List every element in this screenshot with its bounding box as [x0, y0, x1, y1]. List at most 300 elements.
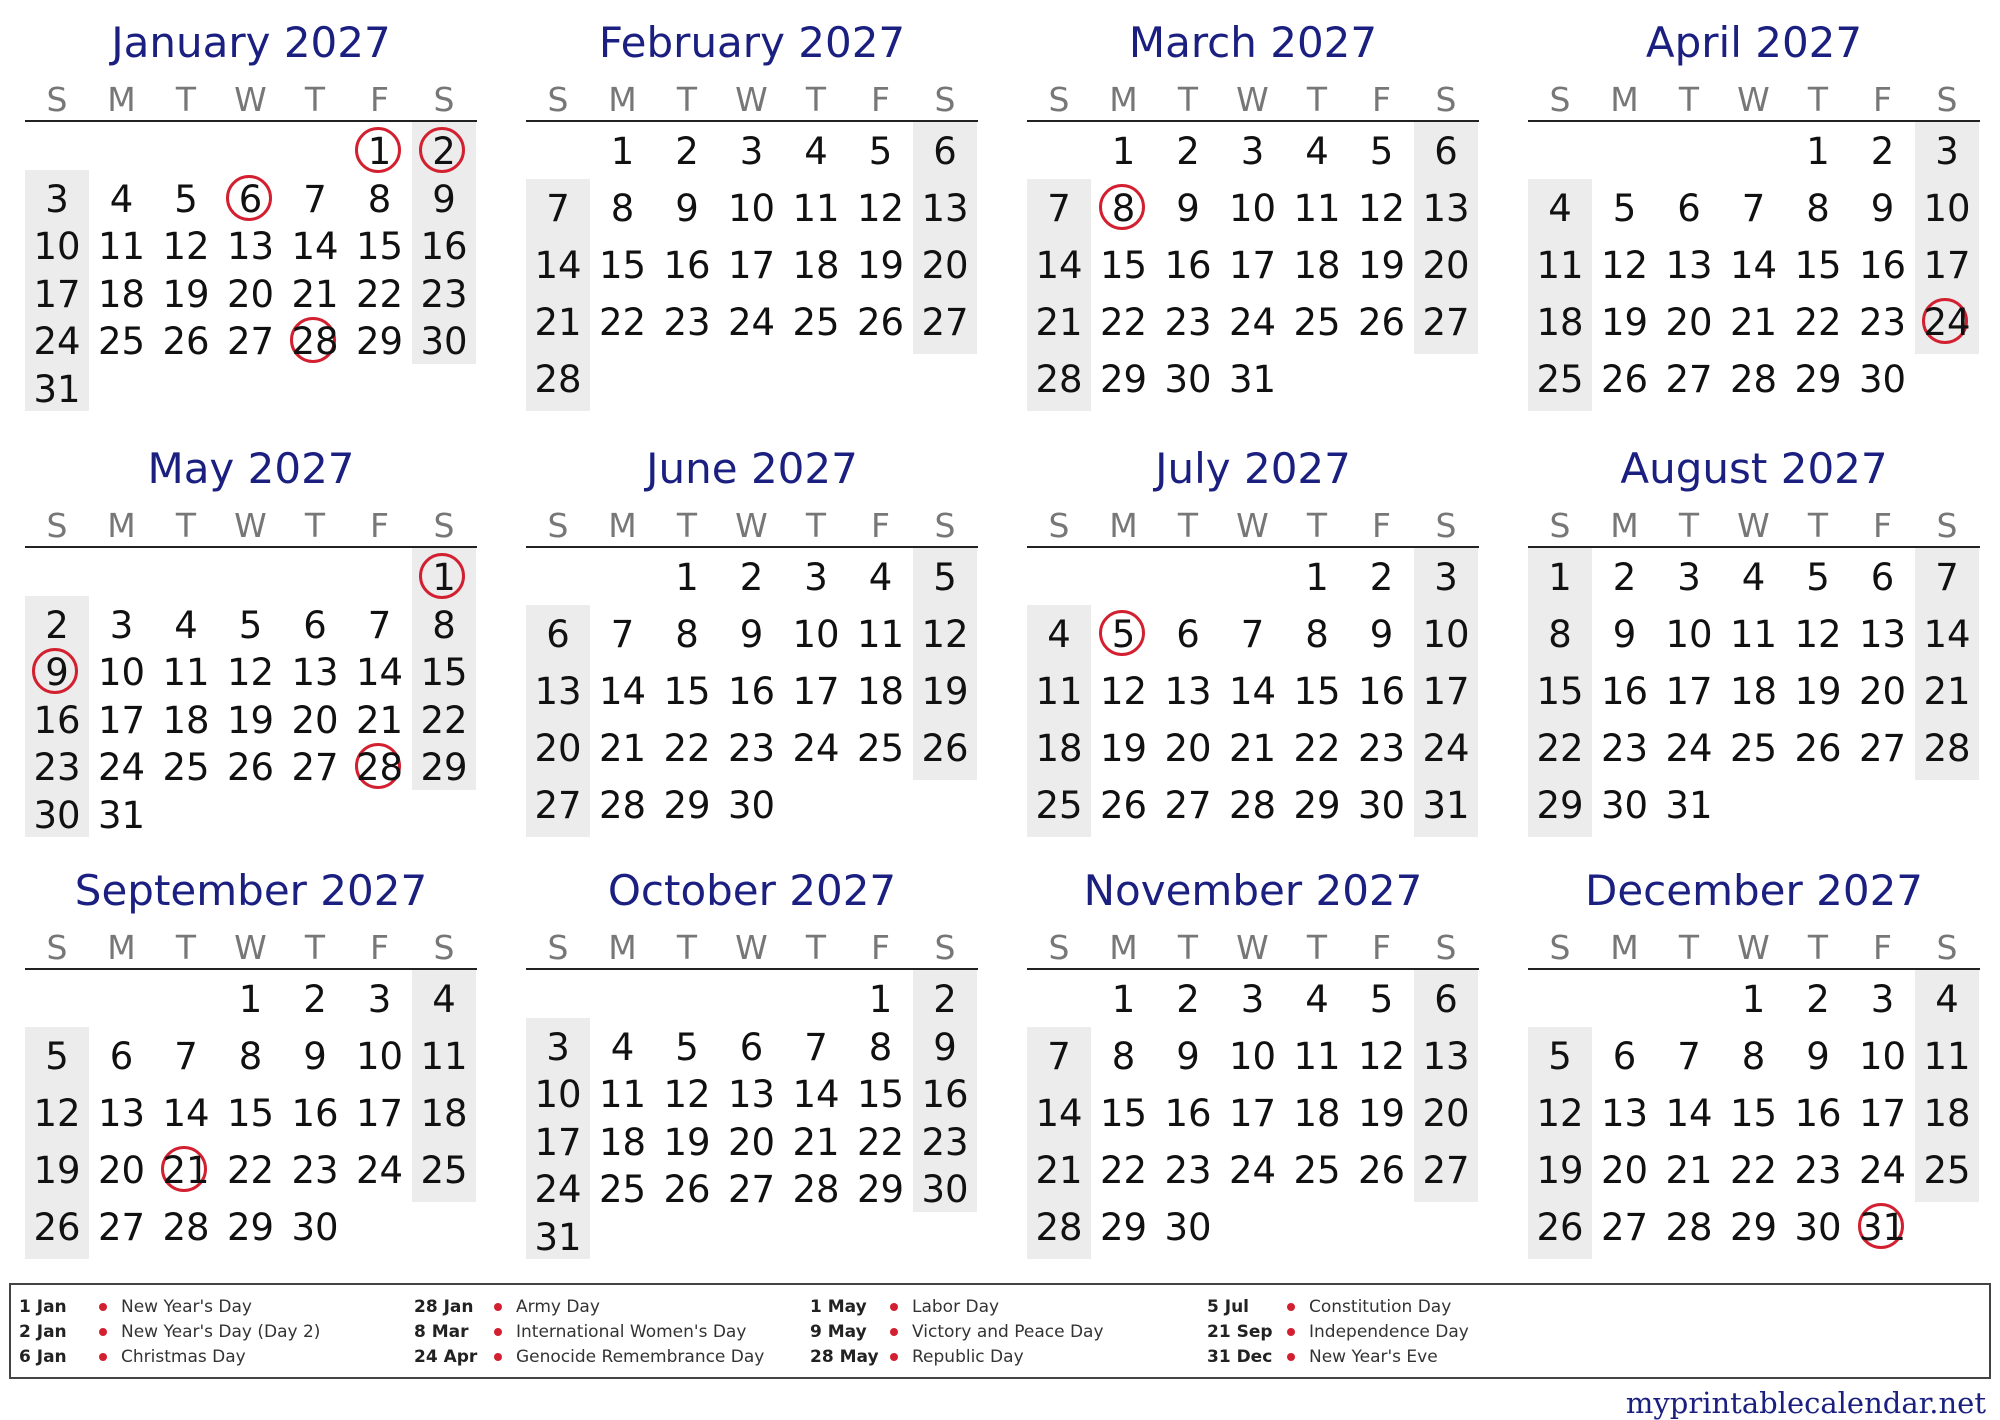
day-cell[interactable] [412, 697, 476, 745]
day-cell[interactable] [1414, 782, 1478, 830]
day-cell[interactable] [1156, 1204, 1220, 1252]
day-cell[interactable] [591, 1119, 655, 1167]
day-cell[interactable] [1851, 976, 1915, 1024]
day-cell[interactable] [1414, 1147, 1478, 1195]
day-cell[interactable] [412, 1147, 476, 1195]
day-cell[interactable] [1851, 725, 1915, 773]
day-cell[interactable] [1593, 782, 1657, 830]
day-cell[interactable] [219, 602, 283, 650]
day-cell[interactable] [412, 176, 476, 224]
day-cell[interactable] [90, 697, 154, 745]
day-cell[interactable] [25, 744, 89, 792]
day-cell[interactable] [154, 1033, 218, 1081]
day-cell[interactable] [1593, 356, 1657, 404]
day-cell[interactable] [526, 185, 590, 233]
day-cell[interactable] [526, 1214, 590, 1262]
day-cell[interactable] [25, 649, 89, 697]
day-cell[interactable] [154, 697, 218, 745]
day-cell[interactable] [849, 1119, 913, 1167]
day-cell[interactable] [25, 792, 89, 840]
day-cell[interactable] [1657, 554, 1721, 602]
day-cell[interactable] [1285, 782, 1349, 830]
day-cell[interactable] [784, 725, 848, 773]
day-cell[interactable] [1722, 356, 1786, 404]
day-cell[interactable] [283, 697, 347, 745]
day-cell[interactable] [1528, 1033, 1592, 1081]
day-cell[interactable] [591, 299, 655, 347]
day-cell[interactable] [1528, 356, 1592, 404]
day-cell[interactable] [1722, 1033, 1786, 1081]
day-cell[interactable] [720, 299, 784, 347]
day-cell[interactable] [1027, 356, 1091, 404]
day-cell[interactable] [1156, 299, 1220, 347]
day-cell[interactable] [591, 782, 655, 830]
day-cell[interactable] [348, 223, 412, 271]
day-cell[interactable] [655, 1024, 719, 1072]
day-cell[interactable] [90, 1204, 154, 1252]
day-cell[interactable] [1915, 242, 1979, 290]
day-cell[interactable] [1414, 128, 1478, 176]
day-cell[interactable] [283, 223, 347, 271]
day-cell[interactable] [655, 242, 719, 290]
day-cell[interactable] [25, 697, 89, 745]
day-cell[interactable] [1657, 611, 1721, 659]
day-cell[interactable] [1786, 1033, 1850, 1081]
day-cell[interactable] [1156, 1147, 1220, 1195]
day-cell[interactable] [1915, 668, 1979, 716]
day-cell[interactable] [154, 223, 218, 271]
day-cell[interactable] [784, 185, 848, 233]
day-cell[interactable] [1851, 554, 1915, 602]
day-cell[interactable] [90, 744, 154, 792]
day-cell[interactable] [412, 976, 476, 1024]
day-cell[interactable] [591, 725, 655, 773]
day-cell[interactable] [720, 185, 784, 233]
day-cell[interactable] [591, 242, 655, 290]
day-cell[interactable] [1027, 1033, 1091, 1081]
day-cell[interactable] [25, 1033, 89, 1081]
day-cell[interactable] [283, 744, 347, 792]
day-cell[interactable] [1350, 1090, 1414, 1138]
day-cell[interactable] [1092, 1033, 1156, 1081]
day-cell[interactable] [348, 271, 412, 319]
day-cell[interactable] [1027, 1147, 1091, 1195]
day-cell[interactable] [1285, 128, 1349, 176]
day-cell[interactable] [1528, 668, 1592, 716]
day-cell[interactable] [1851, 242, 1915, 290]
day-cell[interactable] [1722, 1090, 1786, 1138]
day-cell[interactable] [1722, 976, 1786, 1024]
day-cell[interactable] [348, 649, 412, 697]
day-cell[interactable] [913, 976, 977, 1024]
day-cell[interactable] [526, 356, 590, 404]
day-cell[interactable] [1350, 128, 1414, 176]
day-cell[interactable] [1657, 185, 1721, 233]
day-cell[interactable] [913, 1071, 977, 1119]
day-cell[interactable] [913, 185, 977, 233]
day-cell[interactable] [1414, 299, 1478, 347]
day-cell[interactable] [1593, 299, 1657, 347]
day-cell[interactable] [849, 1071, 913, 1119]
day-cell[interactable] [1092, 299, 1156, 347]
day-cell[interactable] [283, 271, 347, 319]
day-cell[interactable] [784, 1166, 848, 1214]
day-cell[interactable] [1350, 185, 1414, 233]
day-cell[interactable] [1350, 242, 1414, 290]
site-watermark[interactable]: myprintablecalendar.net [1625, 1386, 1986, 1420]
day-cell[interactable] [1528, 185, 1592, 233]
day-cell[interactable] [1786, 1090, 1850, 1138]
day-cell[interactable] [720, 782, 784, 830]
day-cell[interactable] [849, 976, 913, 1024]
day-cell[interactable] [849, 668, 913, 716]
day-cell[interactable] [1786, 356, 1850, 404]
day-cell[interactable] [219, 318, 283, 366]
day-cell[interactable] [154, 602, 218, 650]
day-cell[interactable] [720, 242, 784, 290]
day-cell[interactable] [154, 744, 218, 792]
day-cell[interactable] [1528, 1090, 1592, 1138]
day-cell[interactable] [784, 611, 848, 659]
day-cell[interactable] [1915, 1090, 1979, 1138]
day-cell[interactable] [219, 697, 283, 745]
day-cell[interactable] [1657, 725, 1721, 773]
day-cell[interactable] [1350, 976, 1414, 1024]
day-cell[interactable] [219, 176, 283, 224]
day-cell[interactable] [1350, 611, 1414, 659]
day-cell[interactable] [219, 976, 283, 1024]
day-cell[interactable] [526, 1119, 590, 1167]
day-cell[interactable] [1593, 554, 1657, 602]
day-cell[interactable] [1593, 185, 1657, 233]
day-cell[interactable] [849, 128, 913, 176]
day-cell[interactable] [1221, 725, 1285, 773]
day-cell[interactable] [90, 792, 154, 840]
day-cell[interactable] [90, 1033, 154, 1081]
day-cell[interactable] [412, 554, 476, 602]
day-cell[interactable] [1786, 554, 1850, 602]
day-cell[interactable] [1092, 976, 1156, 1024]
day-cell[interactable] [655, 1071, 719, 1119]
day-cell[interactable] [1092, 611, 1156, 659]
day-cell[interactable] [25, 602, 89, 650]
day-cell[interactable] [913, 611, 977, 659]
day-cell[interactable] [25, 318, 89, 366]
day-cell[interactable] [283, 176, 347, 224]
day-cell[interactable] [913, 1119, 977, 1167]
day-cell[interactable] [1156, 242, 1220, 290]
day-cell[interactable] [1350, 668, 1414, 716]
day-cell[interactable] [25, 271, 89, 319]
day-cell[interactable] [1092, 782, 1156, 830]
day-cell[interactable] [526, 242, 590, 290]
day-cell[interactable] [219, 649, 283, 697]
day-cell[interactable] [25, 1090, 89, 1138]
day-cell[interactable] [1915, 299, 1979, 347]
day-cell[interactable] [412, 271, 476, 319]
day-cell[interactable] [1285, 725, 1349, 773]
day-cell[interactable] [25, 176, 89, 224]
day-cell[interactable] [1786, 299, 1850, 347]
day-cell[interactable] [784, 242, 848, 290]
day-cell[interactable] [412, 223, 476, 271]
day-cell[interactable] [1657, 1204, 1721, 1252]
day-cell[interactable] [784, 1071, 848, 1119]
day-cell[interactable] [154, 1147, 218, 1195]
day-cell[interactable] [1657, 1033, 1721, 1081]
day-cell[interactable] [591, 1166, 655, 1214]
day-cell[interactable] [1722, 554, 1786, 602]
day-cell[interactable] [1786, 976, 1850, 1024]
day-cell[interactable] [1414, 668, 1478, 716]
day-cell[interactable] [348, 1090, 412, 1138]
day-cell[interactable] [849, 725, 913, 773]
day-cell[interactable] [1593, 668, 1657, 716]
day-cell[interactable] [913, 668, 977, 716]
day-cell[interactable] [412, 128, 476, 176]
day-cell[interactable] [90, 176, 154, 224]
day-cell[interactable] [1414, 976, 1478, 1024]
day-cell[interactable] [1221, 128, 1285, 176]
day-cell[interactable] [1528, 725, 1592, 773]
day-cell[interactable] [1350, 554, 1414, 602]
day-cell[interactable] [1593, 1204, 1657, 1252]
day-cell[interactable] [655, 185, 719, 233]
day-cell[interactable] [913, 299, 977, 347]
day-cell[interactable] [348, 744, 412, 792]
day-cell[interactable] [1722, 185, 1786, 233]
day-cell[interactable] [720, 725, 784, 773]
day-cell[interactable] [655, 554, 719, 602]
day-cell[interactable] [849, 1166, 913, 1214]
day-cell[interactable] [1786, 1147, 1850, 1195]
day-cell[interactable] [1851, 185, 1915, 233]
day-cell[interactable] [720, 668, 784, 716]
day-cell[interactable] [1414, 554, 1478, 602]
day-cell[interactable] [1593, 725, 1657, 773]
day-cell[interactable] [1414, 185, 1478, 233]
day-cell[interactable] [655, 128, 719, 176]
day-cell[interactable] [219, 271, 283, 319]
day-cell[interactable] [913, 242, 977, 290]
day-cell[interactable] [283, 318, 347, 366]
day-cell[interactable] [1221, 242, 1285, 290]
day-cell[interactable] [1851, 668, 1915, 716]
day-cell[interactable] [219, 1147, 283, 1195]
day-cell[interactable] [1786, 242, 1850, 290]
day-cell[interactable] [1915, 185, 1979, 233]
day-cell[interactable] [1722, 668, 1786, 716]
day-cell[interactable] [720, 128, 784, 176]
day-cell[interactable] [1657, 1147, 1721, 1195]
day-cell[interactable] [1414, 725, 1478, 773]
day-cell[interactable] [526, 668, 590, 716]
day-cell[interactable] [526, 299, 590, 347]
day-cell[interactable] [1156, 725, 1220, 773]
day-cell[interactable] [1722, 725, 1786, 773]
day-cell[interactable] [1221, 611, 1285, 659]
day-cell[interactable] [1027, 185, 1091, 233]
day-cell[interactable] [1528, 1147, 1592, 1195]
day-cell[interactable] [1027, 782, 1091, 830]
day-cell[interactable] [655, 611, 719, 659]
day-cell[interactable] [1092, 242, 1156, 290]
day-cell[interactable] [1350, 1033, 1414, 1081]
day-cell[interactable] [283, 1090, 347, 1138]
day-cell[interactable] [283, 649, 347, 697]
day-cell[interactable] [720, 1071, 784, 1119]
day-cell[interactable] [849, 185, 913, 233]
day-cell[interactable] [591, 185, 655, 233]
day-cell[interactable] [1593, 611, 1657, 659]
day-cell[interactable] [1350, 782, 1414, 830]
day-cell[interactable] [348, 176, 412, 224]
day-cell[interactable] [1786, 185, 1850, 233]
day-cell[interactable] [1285, 299, 1349, 347]
day-cell[interactable] [283, 1147, 347, 1195]
day-cell[interactable] [913, 1024, 977, 1072]
day-cell[interactable] [526, 782, 590, 830]
day-cell[interactable] [90, 1090, 154, 1138]
day-cell[interactable] [591, 1071, 655, 1119]
day-cell[interactable] [1851, 1204, 1915, 1252]
day-cell[interactable] [784, 299, 848, 347]
day-cell[interactable] [348, 128, 412, 176]
day-cell[interactable] [1027, 1090, 1091, 1138]
day-cell[interactable] [219, 744, 283, 792]
day-cell[interactable] [1593, 1090, 1657, 1138]
day-cell[interactable] [1092, 185, 1156, 233]
day-cell[interactable] [1915, 611, 1979, 659]
day-cell[interactable] [1156, 668, 1220, 716]
day-cell[interactable] [283, 1204, 347, 1252]
day-cell[interactable] [283, 976, 347, 1024]
day-cell[interactable] [1027, 668, 1091, 716]
day-cell[interactable] [283, 1033, 347, 1081]
day-cell[interactable] [526, 1071, 590, 1119]
day-cell[interactable] [1414, 242, 1478, 290]
day-cell[interactable] [1414, 1090, 1478, 1138]
day-cell[interactable] [1657, 299, 1721, 347]
day-cell[interactable] [1915, 725, 1979, 773]
day-cell[interactable] [720, 611, 784, 659]
day-cell[interactable] [1722, 611, 1786, 659]
day-cell[interactable] [784, 668, 848, 716]
day-cell[interactable] [526, 1166, 590, 1214]
day-cell[interactable] [1786, 611, 1850, 659]
day-cell[interactable] [1285, 611, 1349, 659]
day-cell[interactable] [348, 1147, 412, 1195]
day-cell[interactable] [1221, 1033, 1285, 1081]
day-cell[interactable] [784, 128, 848, 176]
day-cell[interactable] [1722, 242, 1786, 290]
day-cell[interactable] [849, 242, 913, 290]
day-cell[interactable] [784, 1024, 848, 1072]
day-cell[interactable] [1722, 1204, 1786, 1252]
day-cell[interactable] [25, 1147, 89, 1195]
day-cell[interactable] [1851, 1033, 1915, 1081]
day-cell[interactable] [655, 1166, 719, 1214]
day-cell[interactable] [348, 697, 412, 745]
day-cell[interactable] [1156, 611, 1220, 659]
day-cell[interactable] [591, 611, 655, 659]
day-cell[interactable] [1657, 242, 1721, 290]
day-cell[interactable] [219, 1090, 283, 1138]
day-cell[interactable] [1593, 242, 1657, 290]
day-cell[interactable] [154, 1204, 218, 1252]
day-cell[interactable] [1027, 242, 1091, 290]
day-cell[interactable] [412, 1033, 476, 1081]
day-cell[interactable] [1528, 611, 1592, 659]
day-cell[interactable] [1851, 1090, 1915, 1138]
day-cell[interactable] [1285, 554, 1349, 602]
day-cell[interactable] [1221, 185, 1285, 233]
day-cell[interactable] [1593, 1147, 1657, 1195]
day-cell[interactable] [1156, 356, 1220, 404]
day-cell[interactable] [1285, 976, 1349, 1024]
day-cell[interactable] [154, 271, 218, 319]
day-cell[interactable] [1285, 242, 1349, 290]
day-cell[interactable] [1722, 299, 1786, 347]
day-cell[interactable] [1851, 1147, 1915, 1195]
day-cell[interactable] [1915, 128, 1979, 176]
day-cell[interactable] [1221, 976, 1285, 1024]
day-cell[interactable] [784, 1119, 848, 1167]
day-cell[interactable] [655, 299, 719, 347]
day-cell[interactable] [720, 554, 784, 602]
day-cell[interactable] [1027, 611, 1091, 659]
day-cell[interactable] [90, 1147, 154, 1195]
day-cell[interactable] [1092, 356, 1156, 404]
day-cell[interactable] [1221, 356, 1285, 404]
day-cell[interactable] [1092, 1147, 1156, 1195]
day-cell[interactable] [1221, 1090, 1285, 1138]
day-cell[interactable] [1156, 976, 1220, 1024]
day-cell[interactable] [90, 223, 154, 271]
day-cell[interactable] [154, 318, 218, 366]
day-cell[interactable] [1657, 356, 1721, 404]
day-cell[interactable] [1786, 668, 1850, 716]
day-cell[interactable] [1027, 299, 1091, 347]
day-cell[interactable] [1350, 1147, 1414, 1195]
day-cell[interactable] [1221, 1147, 1285, 1195]
day-cell[interactable] [526, 611, 590, 659]
day-cell[interactable] [1092, 1204, 1156, 1252]
day-cell[interactable] [913, 554, 977, 602]
day-cell[interactable] [219, 1033, 283, 1081]
day-cell[interactable] [1156, 782, 1220, 830]
day-cell[interactable] [412, 649, 476, 697]
day-cell[interactable] [655, 782, 719, 830]
day-cell[interactable] [720, 1119, 784, 1167]
day-cell[interactable] [154, 1090, 218, 1138]
day-cell[interactable] [655, 668, 719, 716]
day-cell[interactable] [526, 725, 590, 773]
day-cell[interactable] [90, 318, 154, 366]
day-cell[interactable] [348, 318, 412, 366]
day-cell[interactable] [1915, 554, 1979, 602]
day-cell[interactable] [1285, 1090, 1349, 1138]
day-cell[interactable] [526, 1024, 590, 1072]
day-cell[interactable] [154, 649, 218, 697]
day-cell[interactable] [591, 668, 655, 716]
day-cell[interactable] [1528, 782, 1592, 830]
day-cell[interactable] [412, 744, 476, 792]
day-cell[interactable] [655, 1119, 719, 1167]
day-cell[interactable] [1221, 299, 1285, 347]
day-cell[interactable] [849, 1024, 913, 1072]
day-cell[interactable] [784, 554, 848, 602]
